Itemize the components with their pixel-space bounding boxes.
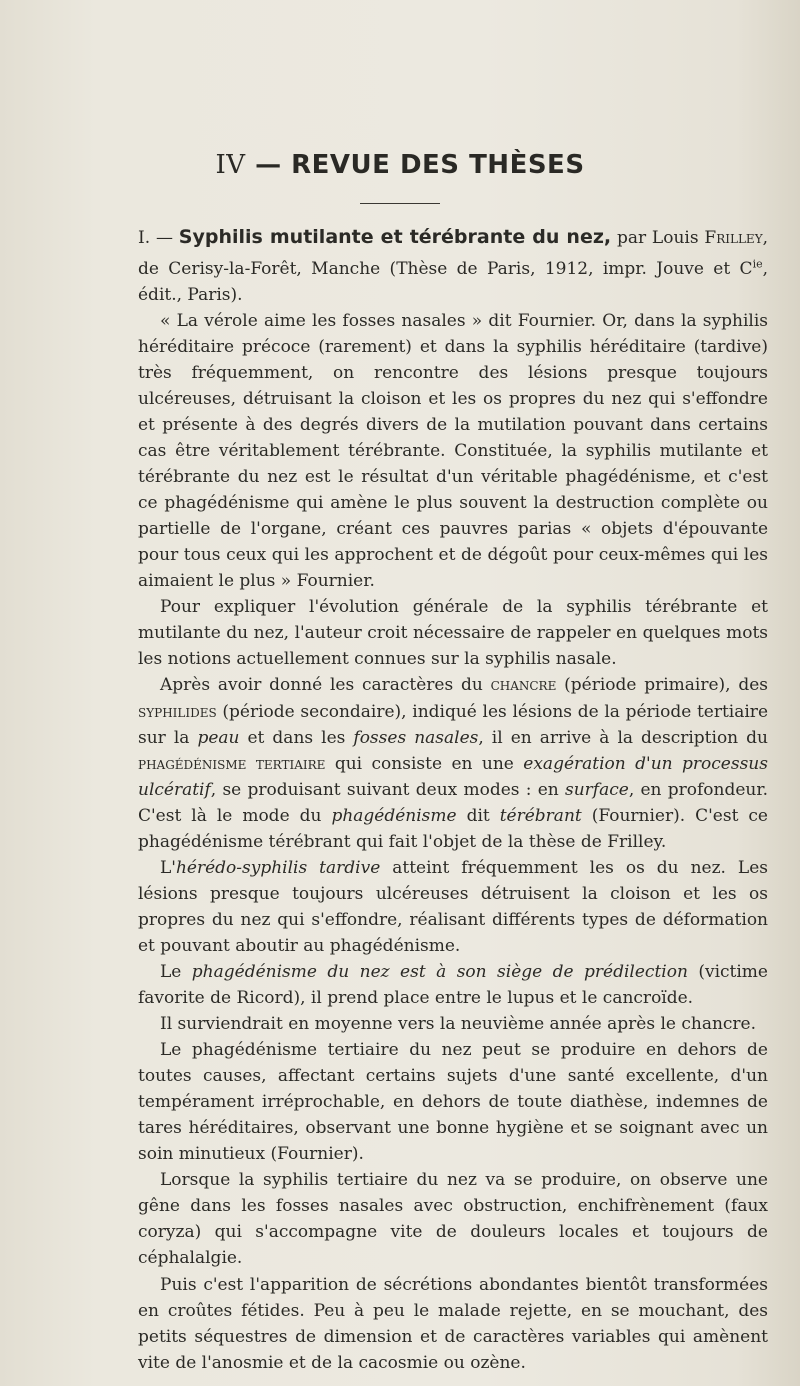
entry-title: Syphilis mutilante et térébrante du nez, (178, 226, 612, 248)
section-heading (0, 150, 800, 180)
paragraph-2: Pour expliquer l'évolution générale de la syphilis térébrante et mutilante du nez, l'auteur croit nécessaire de rappeler en quelques mots les notions actuellement connues sur la syphilis nasale. (138, 597, 768, 670)
entry-index: I. — (138, 228, 173, 248)
section-number: IV (215, 150, 246, 180)
paragraph-1: « La vérole aime les fosses nasales » dit Fournier. Or, dans la syphilis héréditaire précoce (rarement) et dans la syphilis héréditaire (tardive) très fréquemment, on rencontre des lésions presque toujours ulcéreuses, détruisant la cloison et les os propres du nez qui s'effondre et présente à des degrés divers de la mutilation pouvant dans certains cas être véritablement térébrante. Constituée, la syphilis mutilante et térébrante du nez est le résultat d'un véritable phagédénisme, et c'est ce phagédénisme qui amène le plus souvent la destruction complète ou partielle de l'organe, créant ces pauvres parias « objets d'épouvante pour tous ceux qui les approchent et de dégoût pour ceux-mêmes qui les aimaient le plus » Fournier. (138, 310, 768, 592)
article-body (138, 224, 768, 1376)
entry-publication: de Cerisy-la-Forêt, Manche (Thèse de Paris, 1912, impr. Jouve et $C^{ie}$, édit., Paris). (138, 257, 768, 305)
paragraph-5: Le phagédénisme du nez est à son siège de prédilection (victime favorite de Ricord), il prend place entre le lupus et le cancroïde. (138, 961, 768, 1009)
paragraph-4: L'hérédo-syphilis tardive atteint fréquemment les os du nez. Les lésions presque toujours ulcéreuses détruisent la cloison et les os propres du nez qui s'effondre, réalisant différents types de déformation et pouvant aboutir au phagédénisme. (138, 857, 768, 956)
paragraph-6: Il surviendrait en moyenne vers la neuvième année après le chancre. (160, 1014, 757, 1035)
heading-rule (360, 203, 440, 204)
section-dash: — (255, 150, 282, 180)
paragraph-7: Le phagédénisme tertiaire du nez peut se produire en dehors de toutes causes, affectant certains sujets d'une santé excellente, d'un tempérament irréprochable, en dehors de toute diathèse, indemnes de tares héréditaires, observant une bonne hygiène et se soignant avec un soin minutieux (Fournier). (138, 1040, 768, 1165)
paragraph-3: Après avoir donné les caractères du chancre (période primaire), des syphilides (période secondaire), indiqué les lésions de la période tertiaire sur la peau et dans les fosses nasales, il en arrive à la description du phagédénisme tertiaire qui consiste en une exagération d'un processus ulcératif, se produisant suivant deux modes : en surface, en profondeur. C'est là le mode du phagédénisme dit térébrant (Fournier). C'est ce phagédénisme térébrant qui fait l'objet de la thèse de Frilley. (138, 675, 768, 852)
entry-author-prefix: par Louis (616, 228, 699, 248)
section-title: REVUE DES THÈSES (291, 150, 585, 180)
paragraph-8: Lorsque la syphilis tertiaire du nez va se produire, on observe une gêne dans les fosses nasales avec obstruction, enchifrènement (faux coryza) qui s'accompagne vite de douleurs locales et toujours de céphalalgie. (138, 1170, 768, 1269)
paragraph-9: Puis c'est l'apparition de sécrétions abondantes bientôt transformées en croûtes fétides. Peu à peu le malade rejette, en se mouchant, des petits séquestres de dimension et de caractères variables qui amènent vite de l'anosmie et de la cacosmie ou ozène. (138, 1274, 768, 1373)
entry-header (138, 224, 768, 308)
entry-author: Frilley, (704, 228, 769, 248)
